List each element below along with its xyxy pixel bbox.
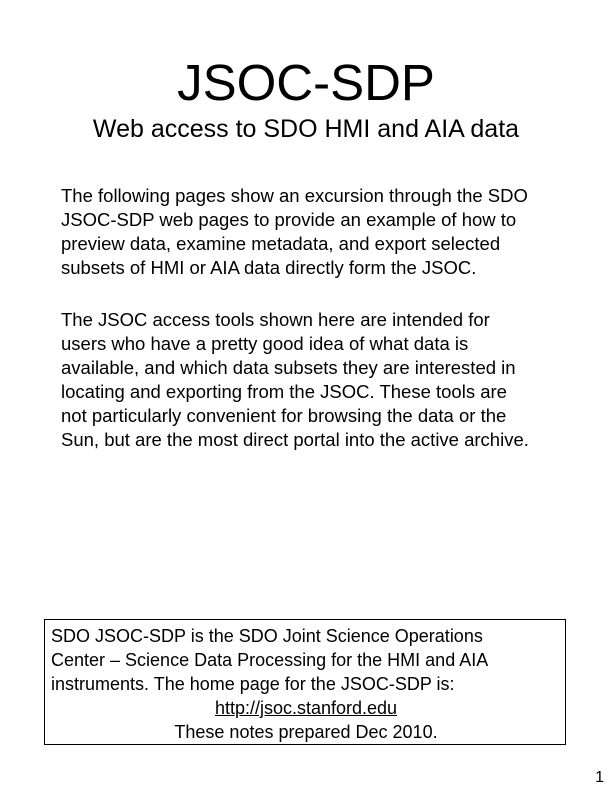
tools-paragraph xyxy=(61,308,581,452)
notes-date: These notes prepared Dec 2010. xyxy=(174,722,438,742)
tools-line: available, and which data subsets they are interested in xyxy=(61,357,516,378)
intro-line: preview data, examine metadata, and export selected xyxy=(61,233,501,254)
page-subtitle: Web access to SDO HMI and AIA data xyxy=(92,115,520,143)
page-title: JSOC-SDP xyxy=(177,54,435,111)
tools-line: locating and exporting from the JSOC. These tools are xyxy=(61,381,507,402)
homepage-link-line xyxy=(51,696,561,720)
intro-line: JSOC-SDP web pages to provide an example of how to xyxy=(61,209,517,230)
info-box xyxy=(44,619,566,745)
tools-line: not particularly convenient for browsing the data or the xyxy=(61,405,507,426)
info-line: SDO JSOC-SDP is the SDO Joint Science Operations xyxy=(51,626,483,646)
info-line: instruments. The home page for the JSOC-SDP is: xyxy=(51,674,455,694)
page-number: 1 xyxy=(595,769,604,786)
info-line: Center – Science Data Processing for the HMI and AIA xyxy=(51,650,489,670)
intro-line: The following pages show an excursion through the SDO xyxy=(61,185,528,206)
intro-line: subsets of HMI or AIA data directly form the JSOC. xyxy=(61,257,477,278)
intro-paragraph xyxy=(61,184,581,280)
tools-line: Sun, but are the most direct portal into the active archive. xyxy=(61,429,529,450)
tools-line: users who have a pretty good idea of what data is xyxy=(61,333,469,354)
tools-line: The JSOC access tools shown here are intended for xyxy=(61,309,490,330)
homepage-link[interactable]: http://jsoc.stanford.edu xyxy=(214,698,398,718)
